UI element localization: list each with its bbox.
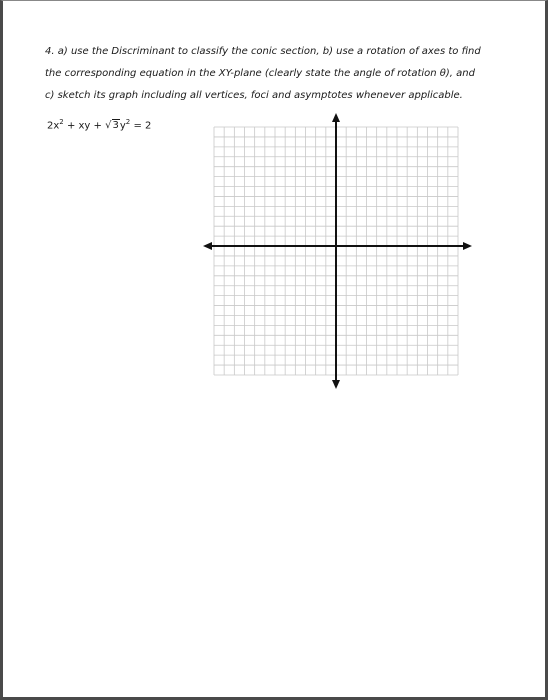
conic-equation — [47, 118, 151, 131]
equation-equals: = — [133, 120, 142, 132]
y-axis-up-arrow — [332, 113, 340, 122]
equation-term-2: xy — [78, 120, 91, 132]
equation-term-3: y — [119, 120, 126, 132]
x-axis-left-arrow — [203, 242, 212, 250]
equation-rhs: 2 — [145, 120, 152, 132]
problem-line-1: a) use the Discriminant to classify the conic section, b) use a rotation of axes to find — [57, 46, 481, 57]
equation-radical — [105, 120, 120, 131]
problem-statement — [45, 41, 515, 107]
equation-term-1-exponent: 2 — [59, 118, 64, 126]
radicand: 3 — [112, 120, 119, 132]
equation-term-1: 2x — [47, 120, 60, 132]
graph-grid[interactable] — [203, 113, 473, 389]
equation-plus-2: + — [93, 120, 102, 132]
problem-line-3: c) sketch its graph including all vertices, foci and asymptotes whenever applicable. — [45, 90, 463, 101]
x-axis-right-arrow — [463, 242, 472, 250]
axes — [203, 113, 472, 389]
problem-number: 4. — [45, 46, 55, 57]
y-axis-down-arrow — [332, 380, 340, 389]
equation-term-3-exponent: 2 — [125, 118, 131, 126]
equation-plus-1: + — [66, 120, 76, 132]
radical-sign: √ — [105, 120, 112, 132]
problem-line-2: the corresponding equation in the XY-plane (clearly state the angle of rotation θ), and — [45, 68, 475, 79]
